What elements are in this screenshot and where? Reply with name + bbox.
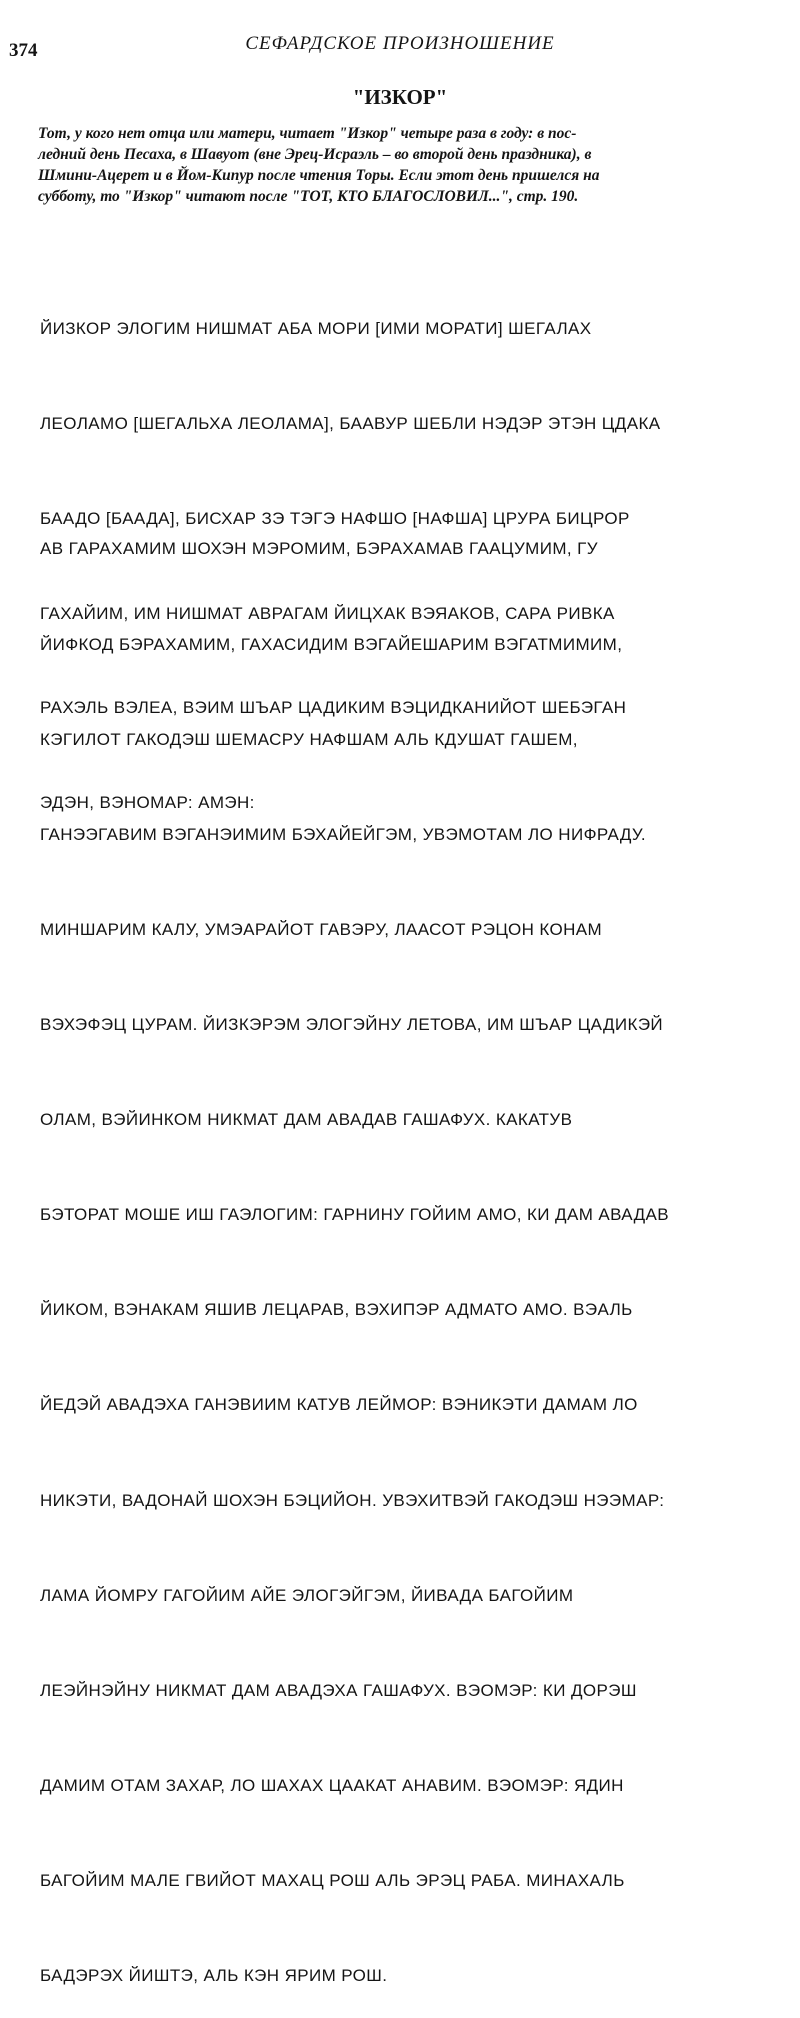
- instruction-paragraph: [38, 123, 783, 207]
- instruction-line: ледний день Песаха, в Шавуот (вне Эрец-Исраэль – во второй день праздника), в: [38, 146, 592, 163]
- prayer-line: ЛЕЭЙНЭЙНУ НИКМАТ ДАМ АВАДЭХА ГАШАФУХ. ВЭОМЭР: КИ ДОРЭШ: [40, 1680, 637, 1700]
- page-number: 374: [9, 40, 38, 61]
- prayer-line: ЙИЗКОР ЭЛОГИМ НИШМАТ АБА МОРИ [ИМИ МОРАТИ] ШЕГАЛАХ: [40, 319, 592, 339]
- prayer-line: БААДО [БААДА], БИСХАР ЗЭ ТЭГЭ НАФШО [НАФША] ЦРУРА БИЦРОР: [40, 508, 630, 528]
- running-header: СЕФАРДСКОЕ ПРОИЗНОШЕНИЕ: [245, 33, 555, 54]
- prayer-line: ЛАМА ЙОМРУ ГАГОЙИМ АЙЕ ЭЛОГЭЙГЭМ, ЙИВАДА БАГОЙИМ: [40, 1585, 574, 1605]
- instruction-line: Шмини-Ацерет и в Йом-Кипур после чтения Торы. Если этот день пришелся на: [38, 167, 600, 184]
- prayer-line: РАХЭЛЬ ВЭЛЕА, ВЭИМ ШЪАР ЦАДИКИМ ВЭЦИДКАНИЙОТ ШЕБЭГАН: [40, 698, 627, 718]
- prayer-line: ГАНЭЭГАВИМ ВЭГАНЭИМИМ БЭХАЙЕЙГЭМ, УВЭМОТАМ ЛО НИФРАДУ.: [40, 824, 646, 844]
- instruction-line: субботу, то "Изкор" читают после "ТОТ, КТО БЛАГОСЛОВИЛ...", стр. 190.: [38, 188, 579, 205]
- prayer-line: ЭДЭН, ВЭНОМАР: АМЭН:: [40, 793, 255, 813]
- prayer-line: НИКЭТИ, ВАДОНАЙ ШОХЭН БЭЦИЙОН. УВЭХИТВЭЙ ГАКОДЭШ НЭЭМАР:: [40, 1490, 665, 1510]
- prayer-paragraph-2: [40, 470, 775, 2018]
- prayer-line: ЙИФКОД БЭРАХАМИМ, ГАХАСИДИМ ВЭГАЙЕШАРИМ ВЭГАТМИМИМ,: [40, 634, 623, 654]
- prayer-line: АВ ГАРАХАМИМ ШОХЭН МЭРОМИМ, БЭРАХАМАВ ГААЦУМИМ, ГУ: [40, 539, 598, 559]
- prayer-line: ЙЕДЭЙ АВАДЭХА ГАНЭВИИМ КАТУВ ЛЕЙМОР: ВЭНИКЭТИ ДАМАМ ЛО: [40, 1395, 638, 1415]
- prayer-line: ЙИКОМ, ВЭНАКАМ ЯШИВ ЛЕЦАРАВ, ВЭХИПЭР АДМАТО АМО. ВЭАЛЬ: [40, 1300, 633, 1320]
- prayer-line: ВЭХЭФЭЦ ЦУРАМ. ЙИЗКЭРЭМ ЭЛОГЭЙНУ ЛЕТОВА, ИМ ШЪАР ЦАДИКЭЙ: [40, 1014, 664, 1034]
- prayer-line: ДАМИМ ОТАМ ЗАХАР, ЛО ШАХАХ ЦААКАТ АНАВИМ. ВЭОМЭР: ЯДИН: [40, 1775, 624, 1795]
- prayer-line: ОЛАМ, ВЭЙИНКОМ НИКМАТ ДАМ АВАДАВ ГАШАФУХ. КАКАТУВ: [40, 1110, 573, 1130]
- instruction-line: Тот, у кого нет отца или матери, читает "Изкор" четыре раза в году: в пос-: [38, 125, 577, 142]
- prayer-line: БЭТОРАТ МОШЕ ИШ ГАЭЛОГИМ: ГАРНИНУ ГОЙИМ АМО, КИ ДАМ АВАДАВ: [40, 1205, 669, 1225]
- prayer-line: МИНШАРИМ КАЛУ, УМЭАРАЙОТ ГАВЭРУ, ЛААСОТ РЭЦОН КОНАМ: [40, 919, 603, 939]
- prayer-line: ГАХАЙИМ, ИМ НИШМАТ АВРАГАМ ЙИЦХАК ВЭЯАКОВ, САРА РИВКА: [40, 603, 615, 623]
- prayer-line: ЛЕОЛАМО [ШЕГАЛЬХА ЛЕОЛАМА], БААВУР ШЕБЛИ НЭДЭР ЭТЭН ЦДАКА: [40, 413, 661, 433]
- prayer-line: БАГОЙИМ МАЛЕ ГВИЙОТ МАХАЦ РОШ АЛЬ ЭРЭЦ РАБА. МИНАХАЛЬ: [40, 1870, 625, 1890]
- section-title: "ИЗКОР": [352, 85, 448, 109]
- prayer-line: КЭГИЛОТ ГАКОДЭШ ШЕМАСРУ НАФШАМ АЛЬ КДУШАТ ГАШЕМ,: [40, 729, 578, 749]
- prayer-line: БАДЭРЭХ ЙИШТЭ, АЛЬ КЭН ЯРИМ РОШ.: [40, 1966, 388, 1986]
